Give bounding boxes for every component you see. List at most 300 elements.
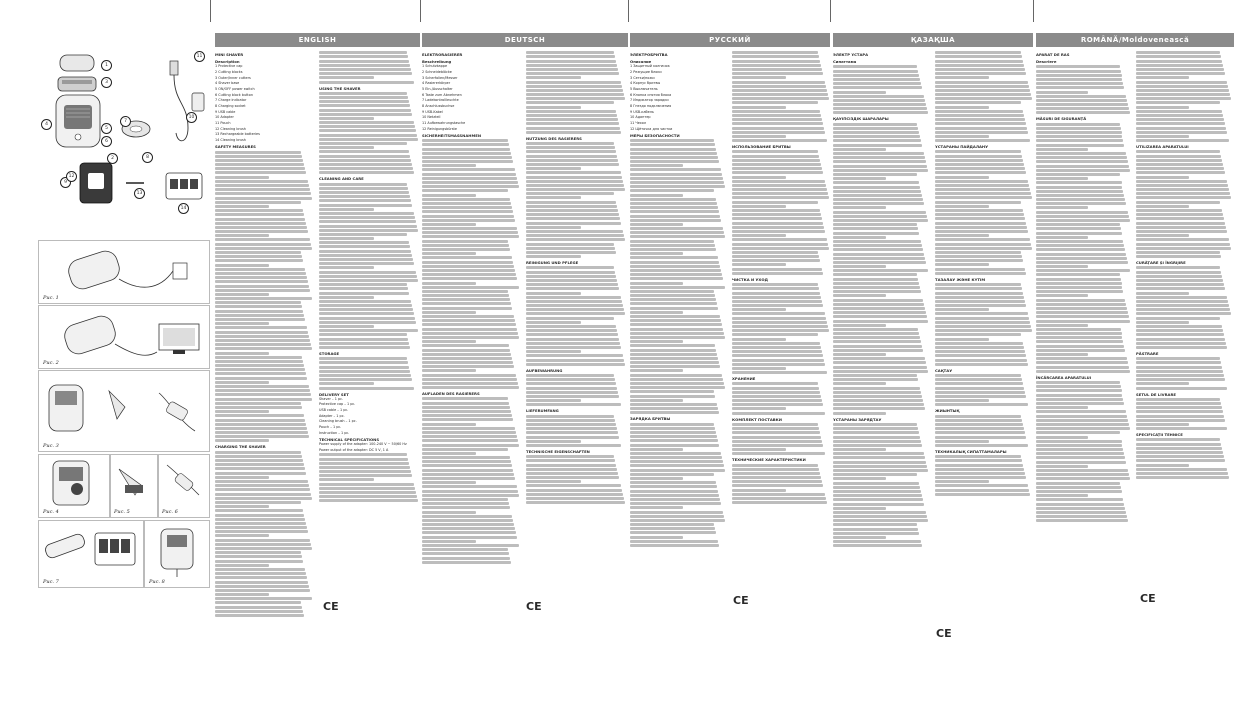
- text-line: [526, 427, 617, 430]
- text-line: [215, 276, 307, 279]
- english-using-text-2: [319, 92, 419, 175]
- text-line: [422, 194, 476, 197]
- text-line: [422, 494, 519, 497]
- text-line: [1036, 82, 1123, 85]
- russian-cleaning-title: ЧИСТКА И УХОД: [732, 276, 768, 282]
- text-line: [630, 160, 719, 163]
- text-line: [526, 150, 616, 153]
- text-line: [1036, 74, 1122, 77]
- text-line: [833, 403, 924, 406]
- text-line: [833, 169, 928, 172]
- text-line: [422, 349, 510, 352]
- text-line: [833, 436, 920, 439]
- text-line: [630, 173, 722, 176]
- text-line: [1036, 394, 1122, 397]
- text-line: [1036, 423, 1129, 426]
- text-line: [526, 255, 581, 258]
- text-line: [422, 464, 512, 467]
- english-cleaning-text: [319, 183, 419, 349]
- text-line: [935, 97, 1032, 100]
- text-line: [526, 230, 623, 233]
- list-item: 1 Защитный колпачок: [630, 64, 670, 69]
- text-line: [833, 144, 922, 147]
- text-line: [935, 167, 1025, 170]
- kazakh-using-text: [935, 150, 1033, 274]
- text-line: [935, 213, 1024, 216]
- text-line: [319, 104, 410, 107]
- list-item: 9 USB-Kabel: [422, 109, 443, 114]
- text-line: [215, 163, 304, 166]
- text-line: [935, 374, 1021, 377]
- text-line: [526, 51, 614, 54]
- list-item: 9 USB-кабель: [630, 109, 654, 114]
- text-line: [935, 423, 1023, 426]
- text-line: [215, 222, 306, 225]
- text-line: [732, 382, 818, 385]
- text-line: [215, 467, 305, 470]
- text-line: [1036, 515, 1127, 518]
- text-line: [422, 531, 516, 534]
- text-line: [630, 252, 683, 255]
- text-line: [630, 515, 724, 518]
- text-line: [422, 423, 476, 426]
- text-line: [935, 201, 1021, 204]
- text-line: [732, 296, 821, 299]
- romanian-column-2: [1136, 50, 1232, 673]
- spec-line: Power output of the adapter: DC 5 V, 1 A: [319, 447, 389, 452]
- text-line: [833, 111, 928, 114]
- text-line: [1136, 370, 1223, 373]
- text-line: [1136, 361, 1221, 364]
- callout-5: 5: [101, 123, 112, 134]
- text-line: [1136, 304, 1229, 307]
- figure-7: [38, 520, 144, 588]
- text-line: [1036, 303, 1126, 306]
- text-line: [1036, 269, 1130, 272]
- text-line: [1136, 247, 1231, 250]
- figure-4: [38, 454, 110, 518]
- text-line: [833, 395, 922, 398]
- list-item: 6 Cutting block button: [215, 92, 253, 97]
- text-line: [422, 469, 513, 472]
- text-line: [1036, 286, 1122, 289]
- text-line: [732, 317, 826, 320]
- romanian-charging-text: [1036, 381, 1131, 522]
- text-line: [1136, 317, 1220, 320]
- text-line: [732, 403, 823, 406]
- text-line: [1136, 243, 1230, 246]
- text-line: [935, 317, 1029, 320]
- text-line: [732, 367, 786, 370]
- figure-2: [38, 305, 210, 369]
- text-line: [935, 68, 1025, 71]
- text-line: [833, 345, 922, 348]
- text-line: [935, 188, 1030, 191]
- text-line: [319, 254, 412, 257]
- russian-specs-text: [732, 464, 830, 505]
- text-line: [1036, 70, 1121, 73]
- kazakh-specs-title: ТЕХНИКАЛЫҚ СИПАТТАМАЛАРЫ: [935, 448, 1007, 454]
- text-line: [732, 472, 820, 475]
- kazakh-page: [833, 33, 1033, 673]
- text-line: [732, 476, 821, 479]
- list-item: 2 Cutting blocks: [215, 69, 243, 74]
- kazakh-storage-text: [935, 374, 1033, 406]
- text-line: [319, 329, 418, 332]
- text-line: [935, 150, 1021, 153]
- text-line: [526, 321, 581, 324]
- text-line: [215, 347, 312, 350]
- text-line: [833, 107, 927, 110]
- kazakh-parts-list: [833, 65, 929, 114]
- text-line: [1136, 51, 1220, 54]
- text-line: [215, 180, 308, 183]
- text-line: [422, 286, 519, 289]
- text-line: [526, 333, 618, 336]
- text-line: [732, 283, 818, 286]
- kazakh-header: ҚАЗАҚША: [833, 33, 1033, 47]
- text-line: [422, 369, 476, 372]
- text-line: [732, 230, 825, 233]
- text-line: [422, 456, 510, 459]
- russian-storage-title: ХРАНЕНИЕ: [732, 376, 756, 382]
- text-line: [833, 165, 927, 168]
- text-line: [833, 444, 922, 447]
- text-line: [319, 296, 374, 299]
- text-line: [935, 300, 1025, 303]
- text-line: [935, 205, 989, 208]
- text-line: [319, 361, 408, 364]
- text-line: [319, 100, 409, 103]
- text-line: [732, 436, 821, 439]
- text-line: [732, 359, 824, 362]
- text-line: [1036, 486, 1121, 489]
- deutsch-description-title: Beschreibung: [422, 59, 452, 65]
- text-line: [1036, 494, 1088, 497]
- text-line: [833, 257, 925, 260]
- text-line: [630, 235, 725, 238]
- romanian-page: [1036, 33, 1234, 673]
- text-line: [833, 515, 927, 518]
- text-line: [319, 387, 414, 390]
- text-line: [630, 148, 716, 151]
- english-footer-text: [319, 453, 419, 502]
- text-line: [215, 230, 308, 233]
- text-line: [833, 148, 886, 151]
- text-line: [833, 78, 920, 81]
- callout-14: 14: [178, 203, 189, 214]
- text-line: [732, 440, 822, 443]
- text-line: [935, 391, 1025, 394]
- text-line: [422, 156, 512, 159]
- text-line: [526, 209, 618, 212]
- text-line: [422, 410, 511, 413]
- romanian-specs-title: SPECIFICAȚII TEHNICE: [1136, 432, 1183, 438]
- text-line: [1136, 443, 1221, 446]
- text-line: [630, 168, 721, 171]
- text-line: [422, 344, 509, 347]
- text-line: [215, 205, 269, 208]
- text-line: [935, 329, 1032, 332]
- english-storage-title: STORAGE: [319, 350, 340, 356]
- text-line: [319, 204, 412, 207]
- text-line: [732, 64, 821, 67]
- text-line: [935, 468, 1024, 471]
- text-line: [1136, 447, 1222, 450]
- text-line: [630, 194, 683, 197]
- text-line: [630, 215, 720, 218]
- text-line: [422, 502, 509, 505]
- text-line: [1136, 329, 1223, 332]
- english-cleaning-title: CLEANING AND CARE: [319, 176, 364, 182]
- text-line: [630, 152, 717, 155]
- kazakh-specs-text: [935, 455, 1033, 496]
- text-line: [215, 352, 269, 355]
- text-line: [215, 301, 301, 304]
- text-line: [630, 473, 714, 476]
- romanian-text-top: [1136, 51, 1232, 142]
- russian-description-title: Описание: [630, 59, 652, 65]
- text-line: [833, 223, 917, 226]
- text-line: [1036, 336, 1122, 339]
- figure-8: [144, 520, 210, 588]
- text-line: [422, 365, 514, 368]
- deutsch-title: ELEKTRORASIERER: [422, 52, 463, 57]
- text-line: [319, 60, 409, 63]
- text-line: [215, 543, 311, 546]
- text-line: [1136, 76, 1189, 79]
- text-line: [319, 338, 408, 341]
- text-line: [1136, 423, 1189, 426]
- text-line: [526, 222, 621, 225]
- text-line: [215, 530, 308, 533]
- text-line: [215, 568, 305, 571]
- text-line: [1036, 370, 1130, 373]
- text-line: [215, 398, 312, 401]
- text-line: [1136, 118, 1224, 121]
- text-line: [1036, 290, 1123, 293]
- text-line: [526, 110, 616, 113]
- text-line: [319, 279, 418, 282]
- text-line: [422, 515, 512, 518]
- text-line: [732, 489, 786, 492]
- text-line: [422, 323, 516, 326]
- text-line: [833, 232, 919, 235]
- kazakh-storage-title: САҚТАУ: [935, 367, 953, 373]
- text-line: [1136, 60, 1222, 63]
- text-line: [630, 290, 714, 293]
- text-line: [935, 415, 1021, 418]
- russian-specs-title: ТЕХНИЧЕСКИЕ ХАРАКТЕРИСТИКИ: [732, 457, 806, 463]
- romanian-charging-title: ÎNCĂRCAREA APARATULUI: [1036, 374, 1092, 380]
- text-line: [630, 498, 720, 501]
- text-line: [732, 247, 829, 250]
- text-line: [833, 65, 917, 68]
- text-line: [833, 236, 886, 239]
- text-line: [1036, 444, 1122, 447]
- text-line: [526, 455, 614, 458]
- text-line: [422, 386, 519, 389]
- text-line: [1036, 265, 1088, 268]
- text-line: [732, 468, 819, 471]
- text-line: [1136, 410, 1223, 413]
- text-line: [526, 436, 619, 439]
- english-header: ENGLISH: [215, 33, 420, 47]
- text-line: [319, 312, 414, 315]
- russian-title: ЭЛЕКТРОБРИТВА: [630, 52, 668, 57]
- text-line: [935, 403, 1028, 406]
- text-line: [215, 564, 269, 567]
- text-line: [319, 150, 409, 153]
- text-line: [630, 506, 683, 509]
- text-line: [1136, 209, 1222, 212]
- text-line: [319, 187, 408, 190]
- text-line: [319, 163, 412, 166]
- text-line: [422, 414, 512, 417]
- text-line: [732, 155, 819, 158]
- text-line: [732, 131, 825, 134]
- text-line: [526, 419, 615, 422]
- text-line: [422, 452, 476, 455]
- text-line: [732, 493, 825, 496]
- text-line: [935, 395, 1026, 398]
- text-line: [526, 338, 619, 341]
- deutsch-specs-text: [526, 455, 626, 504]
- text-line: [319, 225, 417, 228]
- text-line: [935, 378, 1022, 381]
- text-line: [319, 370, 410, 373]
- text-line: [732, 118, 822, 121]
- list-item: 12 Reinigungsbürste: [422, 126, 457, 131]
- deutsch-column-1: [422, 50, 520, 673]
- text-line: [319, 167, 413, 170]
- text-line: [1136, 451, 1223, 454]
- text-line: [319, 499, 418, 502]
- text-line: [732, 484, 823, 487]
- text-line: [526, 131, 621, 134]
- text-line: [935, 159, 1023, 162]
- crop-mark: [1033, 0, 1034, 22]
- text-line: [319, 195, 410, 198]
- text-line: [1136, 255, 1221, 258]
- text-line: [215, 547, 312, 550]
- text-line: [319, 113, 412, 116]
- text-line: [833, 160, 926, 163]
- text-line: [833, 523, 917, 526]
- text-line: [526, 163, 619, 166]
- text-line: [935, 243, 1031, 246]
- text-line: [215, 480, 308, 483]
- text-line: [630, 319, 721, 322]
- text-line: [732, 209, 820, 212]
- text-line: [630, 340, 683, 343]
- text-line: [630, 302, 717, 305]
- text-line: [215, 159, 303, 162]
- text-line: [1136, 196, 1231, 199]
- text-line: [1036, 236, 1088, 239]
- text-line: [935, 382, 1023, 385]
- text-line: [422, 439, 518, 442]
- list-item: 11 Чехол: [630, 121, 647, 126]
- text-line: [1036, 194, 1124, 197]
- text-line: [732, 329, 829, 332]
- deutsch-charging-title: AUFLADEN DES RASIERERS: [422, 391, 480, 397]
- text-line: [526, 493, 623, 496]
- text-line: [215, 493, 311, 496]
- text-line: [526, 382, 616, 385]
- deutsch-safety-text: [422, 139, 520, 389]
- text-line: [1136, 338, 1225, 341]
- text-line: [833, 423, 917, 426]
- text-line: [833, 70, 918, 73]
- text-line: [319, 220, 416, 223]
- text-line: [1136, 188, 1229, 191]
- text-line: [422, 374, 516, 377]
- text-line: [422, 361, 513, 364]
- text-line: [1036, 381, 1120, 384]
- text-line: [630, 494, 719, 497]
- text-line: [215, 188, 310, 191]
- text-line: [833, 82, 921, 85]
- text-line: [1036, 173, 1120, 176]
- text-line: [630, 198, 716, 201]
- text-line: [935, 171, 1026, 174]
- text-line: [1136, 321, 1189, 324]
- text-line: [630, 386, 725, 389]
- text-line: [1036, 65, 1120, 68]
- text-line: [319, 216, 415, 219]
- kazakh-delivery-text: [935, 415, 1033, 447]
- romanian-safety-text: [1036, 123, 1131, 373]
- text-line: [215, 614, 304, 617]
- figure-6: [158, 454, 210, 518]
- text-line: [1036, 206, 1088, 209]
- text-line: [1036, 448, 1123, 451]
- text-line: [1136, 476, 1229, 479]
- text-line: [732, 391, 820, 394]
- kazakh-text-top: [935, 51, 1033, 142]
- text-line: [1036, 349, 1125, 352]
- text-line: [526, 287, 619, 290]
- text-line: [422, 523, 514, 526]
- text-line: [422, 557, 510, 560]
- text-line: [935, 333, 1021, 336]
- text-line: [526, 234, 624, 237]
- text-line: [732, 122, 823, 125]
- text-line: [833, 528, 918, 531]
- text-line: [630, 490, 718, 493]
- text-line: [422, 189, 508, 192]
- figure-5: [110, 454, 158, 518]
- list-item: 8 Charging socket: [215, 104, 246, 108]
- text-line: [422, 473, 514, 476]
- text-line: [215, 589, 310, 592]
- text-line: [526, 76, 581, 79]
- text-line: [732, 226, 824, 229]
- text-line: [1036, 244, 1124, 247]
- text-line: [1136, 472, 1228, 475]
- text-line: [526, 329, 617, 332]
- text-line: [935, 93, 1031, 96]
- text-line: [319, 262, 414, 265]
- russian-storage-text: [732, 382, 830, 414]
- text-line: [732, 333, 818, 336]
- text-line: [422, 164, 476, 167]
- text-line: [1136, 217, 1224, 220]
- text-line: [630, 444, 719, 447]
- text-line: [833, 465, 927, 468]
- text-line: [1036, 219, 1130, 222]
